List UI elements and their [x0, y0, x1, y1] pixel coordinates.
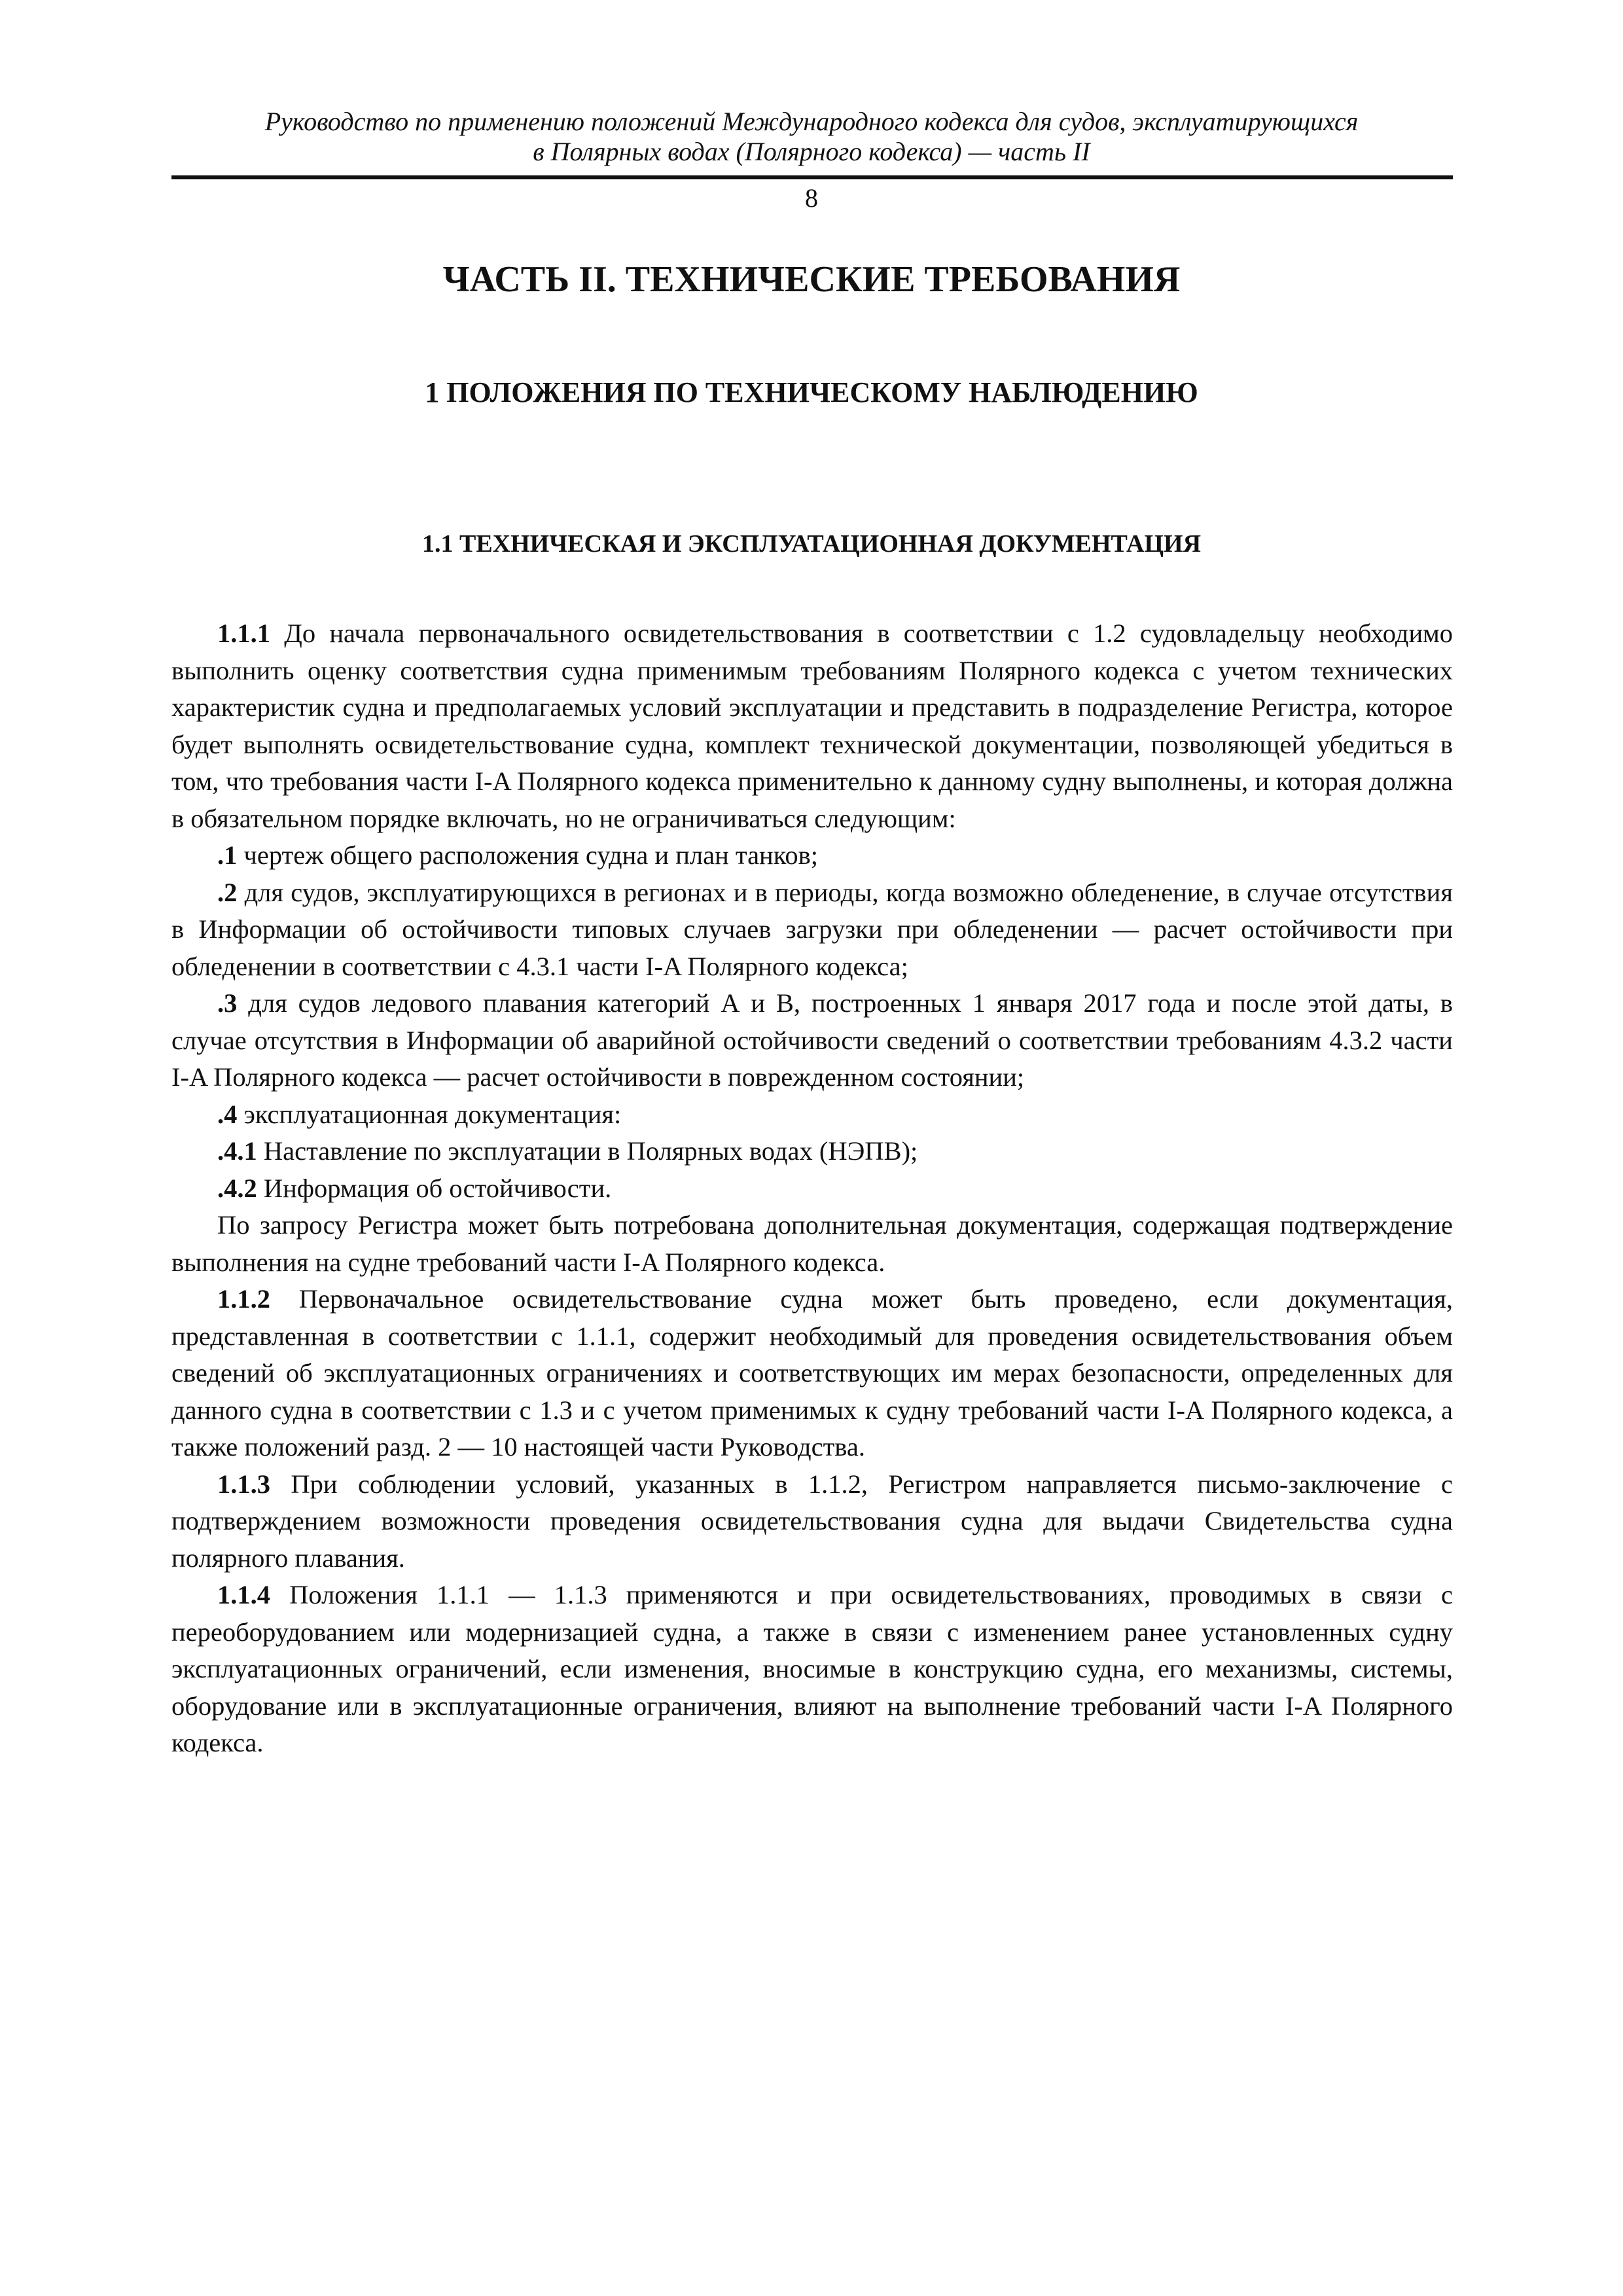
- page-number: 8: [805, 183, 818, 213]
- paragraph-1-1-4: [171, 1577, 1453, 1762]
- paragraph-text: Положения 1.1.1 — 1.1.3 применяются и при освидетельствованиях, проводимых в связи с переоборудованием или модернизацией судна, а также в связи с изменением ранее установленных судну эксплуатационных ограничений, если изменения, вносимые в конструкцию судна, его механизмы, системы, оборудование или в эксплуатационные ограничения, влияют на выполнение требований части I-A Полярного кодекса.: [171, 1580, 1453, 1757]
- list-item-number: .3: [217, 988, 238, 1018]
- list-item-1: [171, 837, 1453, 874]
- paragraph-text: По запросу Регистра может быть потребована дополнительная документация, содержащая подтверждение выполнения на судне требований части I-A Полярного кодекса.: [171, 1210, 1453, 1277]
- paragraph-number: 1.1.1: [217, 619, 270, 648]
- list-item-text: Наставление по эксплуатации в Полярных водах (НЭПВ);: [257, 1136, 918, 1166]
- list-item-2: [171, 874, 1453, 986]
- paragraph-1-1-2: [171, 1281, 1453, 1466]
- running-header: [164, 107, 1459, 167]
- running-header-line-1: Руководство по применению положений Международного кодекса для судов, эксплуатирующихся: [264, 107, 1359, 136]
- section-title: 1 ПОЛОЖЕНИЯ ПО ТЕХНИЧЕСКОМУ НАБЛЮДЕНИЮ: [425, 376, 1198, 408]
- part-title: ЧАСТЬ II. ТЕХНИЧЕСКИЕ ТРЕБОВАНИЯ: [442, 259, 1181, 300]
- subsection-title: 1.1 ТЕХНИЧЕСКАЯ И ЭКСПЛУАТАЦИОННАЯ ДОКУМЕНТАЦИЯ: [421, 530, 1202, 558]
- list-item-4-1: [171, 1133, 1453, 1170]
- header-divider: [171, 175, 1453, 179]
- list-item-text: для судов, эксплуатирующихся в регионах и в периоды, когда возможно обледенение, в случае отсутствия в Информации об остойчивости типовых случаев загрузки при обледенении — расчет остойчивости при обледенении в соответствии с 4.3.1 части I-A Полярного кодекса;: [171, 877, 1453, 981]
- running-header-line-2: в Полярных водах (Полярного кодекса) — часть II: [533, 137, 1090, 166]
- list-item-number: .4.1: [217, 1136, 257, 1166]
- list-item-number: .1: [217, 840, 238, 870]
- paragraph-number: 1.1.4: [217, 1580, 270, 1609]
- paragraph-1-1-1: [171, 615, 1453, 837]
- paragraph-1-1-3: [171, 1466, 1453, 1577]
- list-item-text: для судов ледового плавания категорий А и В, построенных 1 января 2017 года и после этой даты, в случае отсутствия в Информации об аварийной остойчивости сведений о соответствии требованиям 4.3.2 части I-A Полярного кодекса — расчет остойчивости в поврежденном состоянии;: [171, 988, 1453, 1092]
- list-item-number: .4: [217, 1099, 238, 1129]
- paragraph-number: 1.1.3: [217, 1469, 270, 1499]
- list-item-number: .4.2: [217, 1173, 257, 1203]
- list-item-text: эксплуатационная документация:: [237, 1099, 622, 1129]
- list-item-4: [171, 1096, 1453, 1134]
- list-item-text: чертеж общего расположения судна и план танков;: [237, 840, 818, 870]
- list-item-4-2: [171, 1170, 1453, 1208]
- list-item-text: Информация об остойчивости.: [257, 1173, 612, 1203]
- paragraph-text: При соблюдении условий, указанных в 1.1.2, Регистром направляется письмо-заключение с подтверждением возможности проведения освидетельствования судна для выдачи Свидетельства судна полярного плавания.: [171, 1469, 1453, 1573]
- list-item-3: [171, 985, 1453, 1096]
- paragraph-text: Первоначальное освидетельствование судна может быть проведено, если документация, представленная в соответствии с 1.1.1, содержит необходимый для проведения освидетельствования объем сведений об эксплуатационных ограничениях и соответствующих им мерах безопасности, определенных для данного судна в соответствии с 1.3 и с учетом применимых к судну требований части I-A Полярного кодекса, а также положений разд. 2 — 10 настоящей части Руководства.: [171, 1284, 1453, 1462]
- list-item-number: .2: [217, 877, 238, 907]
- document-body: [171, 615, 1453, 1762]
- paragraph-additional-docs: [171, 1207, 1453, 1281]
- paragraph-text: До начала первоначального освидетельствования в соответствии с 1.2 судовладельцу необходимо выполнить оценку соответствия судна применимым требованиям Полярного кодекса с учетом технических характеристик судна и предполагаемых условий эксплуатации и представить в подразделение Регистра, которое будет выполнять освидетельствование судна, комплект технической документации, позволяющей убедиться в том, что требования части I-A Полярного кодекса применительно к данному судну выполнены, и которая должна в обязательном порядке включать, но не ограничиваться следующим:: [171, 619, 1453, 833]
- paragraph-number: 1.1.2: [217, 1284, 270, 1314]
